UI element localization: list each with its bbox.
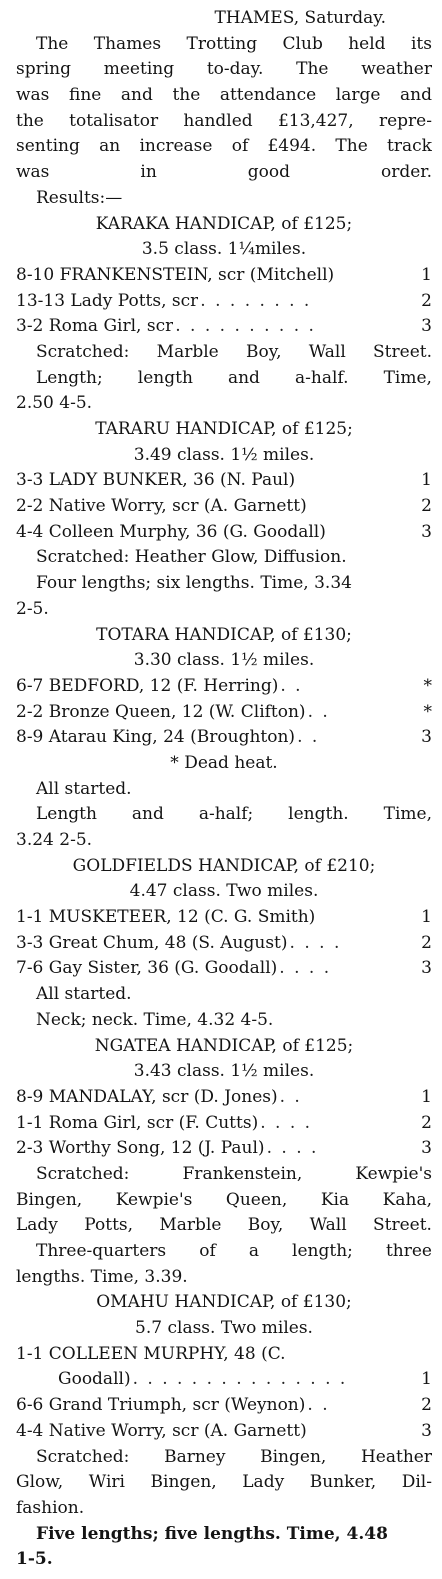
entry-text: 7-6 Gay Sister, 36 (G. Goodall): [16, 958, 278, 979]
race-note: Three-quarters of a length; three: [36, 1241, 432, 1261]
entry-text: 8-10 FRANKENSTEIN, scr (Mitchell): [16, 264, 335, 285]
race-subheading: 3.30 class. 1½ miles.: [133, 650, 315, 671]
race-heading: NGATEA HANDICAP, of £125;: [94, 1035, 354, 1056]
race-heading: TOTARA HANDICAP, of £130;: [96, 624, 352, 645]
intro-line: was fine and the attendance large and: [16, 85, 432, 106]
placing: 2: [421, 290, 432, 311]
race-block: [16, 212, 432, 418]
dateline: THAMES, Saturday.: [214, 8, 386, 28]
result-entry: [16, 1136, 432, 1162]
result-entry: [16, 520, 432, 546]
race-block: [16, 623, 432, 854]
entry-text: 6-6 Grand Triumph, scr (Weynon): [16, 1395, 306, 1416]
result-entry: [16, 263, 432, 289]
placing: 1: [421, 1369, 432, 1390]
entry-text: 1-1 Roma Girl, scr (F. Cutts): [16, 1112, 259, 1133]
entry-text: 2-3 Worthy Song, 12 (J. Paul): [16, 1138, 265, 1159]
entry-text: 8-9 MANDALAY, scr (D. Jones): [16, 1086, 278, 1107]
result-entry: [16, 1393, 432, 1419]
result-entry: [16, 1085, 432, 1111]
race-note: 1-5.: [16, 1549, 53, 1570]
race-block: [16, 1290, 432, 1573]
result-entry: [16, 674, 432, 700]
race-note: 3.24 2-5.: [16, 830, 93, 850]
placing: 3: [421, 521, 432, 542]
placing: 2: [421, 1395, 432, 1416]
placing: 2: [421, 1112, 432, 1133]
result-entry: [16, 931, 432, 957]
placing: 1: [421, 907, 432, 928]
placing: 3: [421, 316, 432, 337]
leader-dots: . . . .: [260, 1112, 313, 1133]
race-note: 2.50 4-5.: [16, 393, 93, 414]
result-entry: [16, 1342, 432, 1368]
leader-dots: . .: [280, 675, 303, 696]
race-subheading: 5.7 class. Two miles.: [135, 1318, 313, 1339]
entry-text: 2-2 Native Worry, scr (A. Garnett): [16, 496, 307, 517]
race-note: * Dead heat.: [170, 752, 278, 773]
race-note: Lady Potts, Marble Boy, Wall Street.: [16, 1215, 432, 1236]
placing: 3: [421, 958, 432, 979]
race-note: Bingen, Kewpie's Queen, Kia Kaha,: [16, 1189, 432, 1210]
placing: 1: [421, 1086, 432, 1107]
placing: 3: [421, 1420, 432, 1441]
race-block: [16, 1034, 432, 1291]
entry-text: 3-3 Great Chum, 48 (S. August): [16, 932, 288, 953]
race-note: All started.: [36, 778, 132, 799]
leader-dots: . .: [297, 727, 320, 748]
intro-line: spring meeting to-day. The weather: [16, 59, 432, 80]
intro-line: was in good order.: [16, 162, 432, 183]
race-block: [16, 854, 432, 1034]
result-entry: [16, 725, 432, 751]
placing: 2: [421, 496, 432, 517]
race-heading: OMAHU HANDICAP, of £130;: [96, 1292, 352, 1313]
result-entry: [16, 1111, 432, 1137]
race-heading: KARAKA HANDICAP, of £125;: [95, 213, 353, 234]
leader-dots: . . . .: [289, 932, 342, 953]
leader-dots: . .: [307, 701, 330, 722]
result-entry: [16, 956, 432, 982]
entry-text: 8-9 Atarau King, 24 (Broughton): [16, 727, 296, 748]
intro-line: The Thames Trotting Club held its: [36, 33, 432, 54]
entry-text: 3-3 LADY BUNKER, 36 (N. Paul): [16, 470, 296, 491]
leader-dots: . . . . . . . .: [200, 290, 312, 311]
race-subheading: 3.43 class. 1½ miles.: [133, 1061, 315, 1082]
placing: 2: [421, 932, 432, 953]
race-note: Five lengths; five lengths. Time, 4.48: [36, 1523, 388, 1544]
result-entry: [16, 700, 432, 726]
leader-dots: . . . . . . . . . . . . . . .: [132, 1369, 348, 1390]
entry-text: 4-4 Colleen Murphy, 36 (G. Goodall): [16, 521, 326, 542]
entry-text: 2-2 Bronze Queen, 12 (W. Clifton): [16, 701, 306, 722]
race-heading: GOLDFIELDS HANDICAP, of £210;: [72, 855, 376, 876]
leader-dots: . .: [279, 1086, 302, 1107]
leader-dots: . . . .: [266, 1138, 319, 1159]
intro-paragraph: [16, 32, 432, 186]
race-note: 2-5.: [16, 598, 49, 619]
placing: 1: [421, 264, 432, 285]
entry-text: 1-1 MUSKETEER, 12 (C. G. Smith): [16, 907, 316, 928]
race-note: fashion.: [16, 1497, 85, 1518]
race-block: [16, 417, 432, 623]
race-list: [16, 212, 432, 1573]
leader-dots: . . . .: [279, 958, 332, 979]
race-note: All started.: [36, 984, 132, 1005]
entry-text: 1-1 COLLEEN MURPHY, 48 (C.: [16, 1343, 286, 1364]
race-note: Length and a-half; length. Time,: [36, 804, 432, 825]
entry-text: 13-13 Lady Potts, scr: [16, 290, 199, 311]
placing: 3: [421, 1138, 432, 1159]
entry-text: 3-2 Roma Girl, scr: [16, 316, 174, 337]
entry-text: 4-4 Native Worry, scr (A. Garnett): [16, 1420, 307, 1441]
results-label: Results:—: [36, 187, 123, 208]
race-note: Scratched: Heather Glow, Diffusion.: [36, 547, 347, 568]
result-entry: [16, 1367, 432, 1393]
entry-text: Goodall): [58, 1369, 131, 1390]
race-heading: TARARU HANDICAP, of £125;: [95, 419, 353, 439]
result-entry: [16, 314, 432, 340]
race-subheading: 3.5 class. 1¼miles.: [141, 239, 307, 260]
result-entry: [16, 494, 432, 520]
result-entry: [16, 1419, 432, 1445]
result-entry: [16, 289, 432, 315]
race-note: Scratched: Marble Boy, Wall Street.: [36, 341, 432, 362]
intro-line: senting an increase of £494. The track: [16, 136, 432, 157]
placing: *: [423, 675, 432, 696]
race-note: lengths. Time, 3.39.: [16, 1266, 188, 1287]
race-note: Length; length and a-half. Time,: [36, 367, 432, 388]
placing: 1: [421, 470, 432, 491]
leader-dots: . .: [307, 1395, 330, 1416]
leader-dots: . . . . . . . . . .: [175, 316, 316, 337]
entry-text: 6-7 BEDFORD, 12 (F. Herring): [16, 675, 279, 696]
result-entry: [16, 905, 432, 931]
result-entry: [16, 468, 432, 494]
intro-line: the totalisator handled £13,427, repre-: [16, 110, 432, 131]
race-note: Scratched: Frankenstein, Kewpie's: [36, 1163, 432, 1184]
race-note: Four lengths; six lengths. Time, 3.34: [36, 573, 352, 594]
placing: 3: [421, 727, 432, 748]
race-note: Glow, Wiri Bingen, Lady Bunker, Dil-: [16, 1472, 432, 1493]
race-subheading: 4.47 class. Two miles.: [129, 881, 319, 902]
placing: *: [423, 701, 432, 722]
race-note: Scratched: Barney Bingen, Heather: [36, 1446, 432, 1467]
race-note: Neck; neck. Time, 4.32 4-5.: [36, 1009, 274, 1030]
race-subheading: 3.49 class. 1½ miles.: [133, 444, 315, 465]
